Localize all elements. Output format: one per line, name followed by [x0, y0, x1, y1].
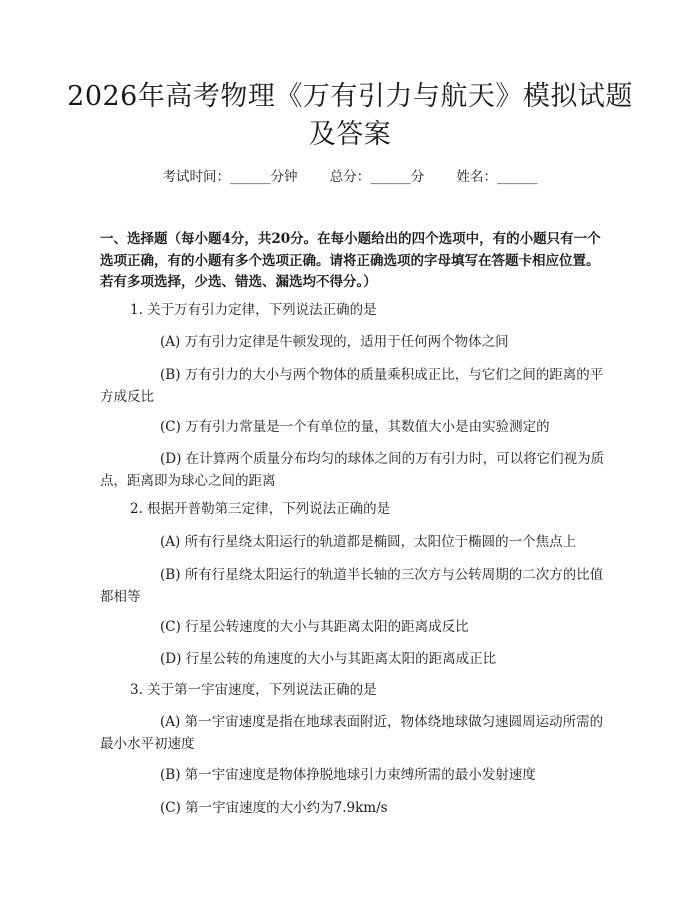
exam-time-field: 考试时间：______分钟: [162, 169, 298, 185]
section-heading: 一、选择题（每小题4分，共20分。在每小题给出的四个选项中，有的小题只有一个选项正确，有的小题有多个选项正确。请将正确选项的字母填写在答题卡相应位置。若有多项选择，少选、错选、漏选均不得分。）: [100, 231, 601, 290]
question-1-stem: 1. 关于万有引力定律，下列说法正确的是: [130, 302, 377, 318]
total-score-field: 总分：______分: [329, 169, 425, 185]
question-2-option-b: (B) 所有行星绕太阳运行的轨道半长轴的三次方与公转周期的二次方的比值都相等: [100, 567, 604, 605]
question-1-option-a: (A) 万有引力定律是牛顿发现的，适用于任何两个物体之间: [160, 334, 509, 350]
question-2-option-a: (A) 所有行星绕太阳运行的轨道都是椭圆，太阳位于椭圆的一个焦点上: [160, 534, 577, 550]
question-2-option-c: (C) 行星公转速度的大小与其距离太阳的距离成反比: [160, 619, 469, 635]
student-name-field: 姓名：______: [456, 169, 538, 185]
question-stem: [100, 680, 605, 702]
question-3-option-b: (B) 第一宇宙速度是物体挣脱地球引力束缚所需的最小发射速度: [160, 767, 536, 783]
question-1-option-b: (B) 万有引力的大小与两个物体的质量乘积成正比，与它们之间的距离的平方成反比: [100, 367, 604, 405]
question-3-stem: 3. 关于第一宇宙速度，下列说法正确的是: [130, 682, 377, 698]
question-3-option-a: (A) 第一宇宙速度是指在地球表面附近，物体绕地球做匀速圆周运动所需的最小水平初速度: [100, 714, 604, 752]
question-stem: [100, 499, 605, 521]
question-stem: [100, 300, 605, 322]
question-2-option-d: (D) 行星公转的角速度的大小与其距离太阳的距离成正比: [160, 651, 497, 667]
exam-title: 2026年高考物理《万有引力与航天》模拟试题及答案: [67, 81, 633, 150]
question-1-option-d: (D) 在计算两个质量分布均匀的球体之间的万有引力时，可以将它们视为质点，距离即为球心之间的距离: [100, 451, 605, 489]
exam-meta: [0, 168, 700, 186]
question-3-option-c: (C) 第一宇宙速度的大小约为7.9km/s: [160, 800, 388, 816]
question-2-stem: 2. 根据开普勒第三定律，下列说法正确的是: [130, 501, 391, 517]
question-1-option-c: (C) 万有引力常量是一个有单位的量，其数值大小是由实验测定的: [160, 419, 550, 435]
